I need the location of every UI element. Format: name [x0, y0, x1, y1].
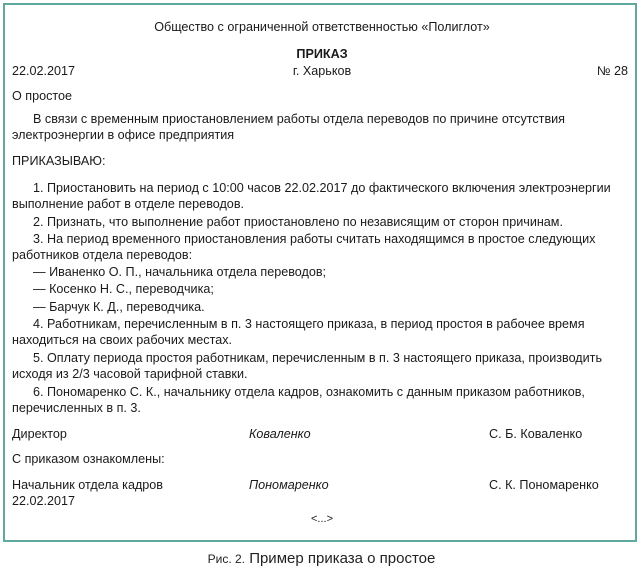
order-item-line: 3. На период временного приостановления работы считать находящимся в простое следующих: [33, 232, 596, 246]
director-title: Директор: [12, 427, 67, 441]
order-item-line: 2. Признать, что выполнение работ приостановлено по независящим от сторон причинам.: [33, 215, 563, 229]
order-item-line: — Иваненко О. П., начальника отдела переводов;: [33, 265, 327, 279]
caption-text: Пример приказа о простое: [249, 550, 436, 567]
figure-caption: [0, 550, 643, 568]
order-item-line: 1. Приостановить на период с 10:00 часов 22.02.2017 до фактического включения электроэнергии: [33, 181, 611, 195]
order-word: ПРИКАЗЫВАЮ:: [12, 154, 106, 168]
acquainted-label: С приказом ознакомлены:: [12, 452, 165, 466]
document-frame: [3, 3, 637, 542]
caption-prefix: Рис. 2.: [207, 552, 246, 566]
order-item-line: 5. Оплату периода простоя работникам, перечисленным в п. 3 настоящего приказа, производить: [33, 351, 603, 365]
hr-signature: Пономаренко: [249, 478, 329, 492]
order-item-line: — Барчук К. Д., переводчика.: [33, 300, 205, 314]
document-date: 22.02.2017: [12, 64, 76, 78]
order-item-line: выполнение работ в отделе переводов.: [12, 197, 245, 211]
hr-date: 22.02.2017: [12, 494, 76, 508]
document-number: № 28: [596, 64, 628, 78]
preamble-line: В связи с временным приостановлением работы отдела переводов по причине отсутствия: [33, 112, 565, 126]
order-item-line: работников отдела переводов:: [12, 248, 193, 262]
order-item-line: — Косенко Н. С., переводчика;: [33, 282, 214, 296]
order-item-line: перечисленных в п. 3.: [12, 401, 141, 415]
document-type: ПРИКАЗ: [296, 47, 348, 61]
preamble-line: электроэнергии в офисе предприятия: [12, 128, 235, 142]
order-item-line: находиться на своих рабочих местах.: [12, 333, 233, 347]
ellipsis-marker: <...>: [310, 513, 334, 525]
hr-title: Начальник отдела кадров: [12, 478, 163, 492]
company-name: Общество с ограниченной ответственностью «Полиглот»: [154, 20, 490, 34]
order-item-line: 6. Пономаренко С. К., начальнику отдела кадров, ознакомить с данным приказом работников,: [33, 385, 585, 399]
order-item-line: 4. Работникам, перечисленным в п. 3 настоящего приказа, в период простоя в рабочее время: [33, 317, 585, 331]
document-subject: О простое: [12, 89, 73, 103]
order-item-line: исходя из 2/3 часовой тарифной ставки.: [12, 367, 248, 381]
document-city: г. Харьков: [292, 64, 352, 78]
director-signature: Коваленко: [249, 427, 311, 441]
director-name: С. Б. Коваленко: [489, 427, 583, 441]
hr-name: С. К. Пономаренко: [489, 478, 599, 492]
